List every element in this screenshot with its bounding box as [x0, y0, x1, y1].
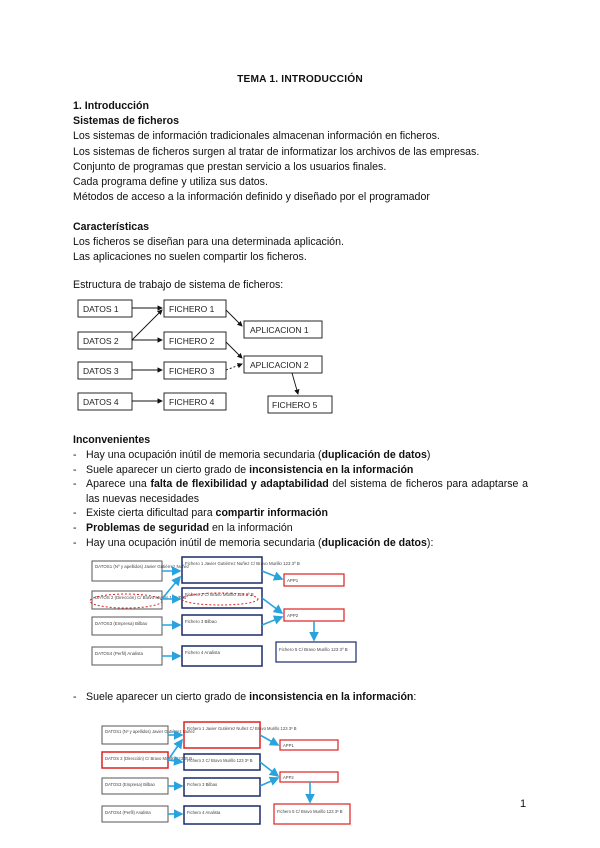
page-title: TEMA 1. INTRODUCCIÓN — [237, 74, 363, 85]
diagram-text: Fichero 5 C/ Bravo Murillo 123 3º B — [277, 809, 343, 814]
arrow — [226, 364, 242, 370]
list-item: - Suele aparecer un cierto grado de inconsistencia en la información: — [73, 690, 528, 705]
estructura-label: Estructura de trabajo de sistema de ficheros: — [73, 279, 284, 291]
diagram-text: DATOS4 (Perfil) Analista — [105, 810, 151, 815]
caracteristicas-line: Los ficheros se diseñan para una determinada aplicación. — [73, 236, 344, 249]
datos-label: DATOS 1 — [83, 304, 119, 314]
aplicacion-label: APLICACION 2 — [250, 360, 309, 370]
diagram-text: DATOS 2 (Dirección) C/ Bravo Murillo 123 3º B — [105, 756, 193, 761]
fichero-label: FICHERO 2 — [169, 336, 215, 346]
arrow — [226, 342, 242, 358]
datos-label: DATOS 4 — [83, 397, 119, 407]
diagram-text: DATOS3 (Empresa) Bilbao — [105, 782, 155, 787]
inconsistencia-list — [73, 690, 528, 705]
section-subheading: Sistemas de ficheros — [73, 115, 179, 128]
diagram-text: Fichero 3 Bilbao — [185, 619, 217, 624]
list-item: - Hay una ocupación inútil de memoria secundaria (duplicación de datos) — [73, 448, 528, 463]
diagram-text: Fichero 1 Javier Gutiérrez Nuñez C/ Bravo Murillo 123 3º B — [185, 561, 300, 566]
diagram-text: Fichero 1 Javier Gutiérrez Nuñez C/ Bravo Murillo 123 3º B — [187, 726, 297, 731]
diagram-text: Fichero 2 C/ Bravo Murillo 123 3º B — [185, 592, 254, 597]
arrow — [132, 310, 162, 340]
diagram-text: DATOS 2 (Dirección) C/ Bravo Murillo 123 3º B — [95, 595, 187, 600]
diagram-text: Fichero 5 C/ Bravo Murillo 123 3º B — [279, 647, 348, 652]
fichero-label: FICHERO 5 — [272, 400, 318, 410]
page-number: 1 — [520, 798, 527, 810]
aplicacion-label: APLICACION 1 — [250, 325, 309, 335]
intro-line: Conjunto de programas que prestan servicio a los usuarios finales. — [73, 160, 387, 173]
caracteristicas-heading: Características — [73, 221, 149, 233]
fichero-label: FICHERO 4 — [169, 397, 215, 407]
list-item: - Aparece una falta de flexibilidad y adaptabilidad del sistema de ficheros para adaptarse a las nuevas necesidades — [73, 477, 528, 506]
list-item: - Hay una ocupación inútil de memoria secundaria (duplicación de datos): — [73, 536, 528, 551]
arrow — [292, 373, 298, 394]
diagram-text: Fichero 2 C/ Bravo Murillo 123 3º B — [187, 758, 253, 763]
diagram-text: Fichero 4 Analista — [185, 650, 220, 655]
inconvenientes-heading: Inconvenientes — [73, 434, 151, 446]
diagram-text: APP2 — [287, 613, 299, 618]
diagram-text: Fichero 3 Bilbao — [187, 782, 218, 787]
intro-line: Los sistemas de ficheros surgen al tratar de informatizar los archivos de las empresas. — [73, 145, 480, 158]
datos-label: DATOS 3 — [83, 366, 119, 376]
diagram-text: DATOS1 (Nº y apellidos) Javier Gutiérrez Nuñez — [95, 564, 190, 569]
list-item: - Existe cierta dificultad para compartir información — [73, 506, 528, 521]
inconvenientes-list — [73, 448, 528, 550]
diagram-text: APP1 — [287, 578, 299, 583]
diagram-text: APP2 — [283, 775, 294, 780]
caracteristicas-line: Las aplicaciones no suelen compartir los ficheros. — [73, 251, 307, 264]
inconsistencia-diagram — [98, 718, 368, 826]
datos-label: DATOS 2 — [83, 336, 119, 346]
fichero-label: FICHERO 1 — [169, 304, 215, 314]
intro-line: Cada programa define y utiliza sus datos. — [73, 176, 268, 189]
file-system-diagram — [70, 296, 370, 418]
list-item: - Suele aparecer un cierto grado de inconsistencia en la información — [73, 463, 528, 478]
diagram-text: DATOS4 (Perfil) Analista — [95, 651, 143, 656]
duplicacion-diagram — [88, 555, 368, 673]
fichero-label: FICHERO 3 — [169, 366, 215, 376]
diagram-text: Fichero 4 Analista — [187, 810, 221, 815]
list-item: - Problemas de seguridad en la información — [73, 521, 528, 536]
intro-line: Los sistemas de información tradicionales almacenan información en ficheros. — [73, 130, 440, 143]
diagram-text: APP1 — [283, 743, 294, 748]
intro-block — [73, 99, 533, 205]
diagram-text: DATOS1 (Nº y apellidos) Javier Gutiérrez Nuñez — [105, 729, 195, 734]
diagram-text: DATOS3 (Empresa) Bilbao — [95, 621, 148, 626]
section-heading: 1. Introducción — [73, 100, 149, 112]
caracteristicas-block — [73, 220, 533, 266]
intro-line: Métodos de acceso a la información definido y diseñado por el programador — [73, 191, 430, 204]
arrow — [226, 310, 242, 326]
